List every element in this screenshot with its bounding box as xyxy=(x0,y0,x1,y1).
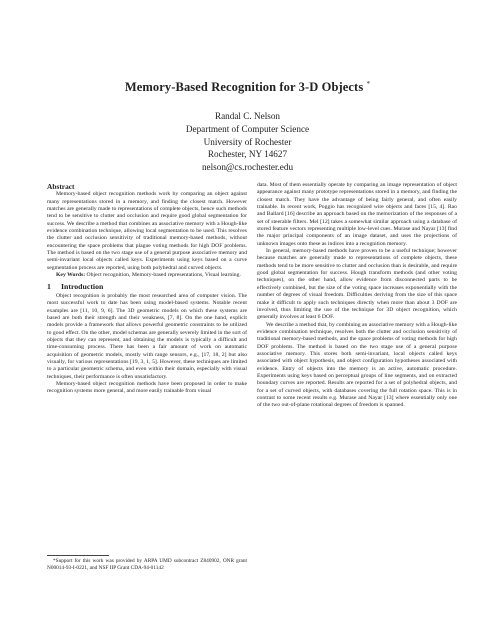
author-name: Randal C. Nelson xyxy=(214,111,281,121)
paper-title xyxy=(0,80,495,95)
intro-paragraph-5: We describe a method that, by combining an associative memory with a Hough-like evidence combination technique, resolves both the clutter and occlusion sensitivity of traditional memory-based methods, and the space problems of voting methods for high DOF problems. The method is based on the two stage use of a general purpose associative memory. This stores both semi-invariant, local objects called keys associated with object hypothesis, and object configuration hypotheses associated with evidence. Entry of objects into the memory is an active, automatic procedure. Experiments using keys based on perceptual groups of line segments, and on extracted boundary curves are reported. Results are reported for a set of polyhedral objects, and for a set of curved objects, with databases covering the full rotation space. This is in contrast to some recent results e.g. Murase and Nayar [13] where essentially only one of the two out-of-plane rotational degrees of freedom is spanned. xyxy=(257,321,457,409)
intro-paragraph-1: Object recognition is probably the most researched area of computer vision. The most successful work to date has been using model-based systems. Notable recent examples are [11, 10, 9, 6]. The 3D geometric models on which these systems are based are both their strength and their weakness, [7, 8]. On the one hand, explicit models provide a framework that allows powerful geometric constraints to be utilized to good effect. On the other, model schemas are generally severely limited in the sort of objects that they can represent, and obtaining the models is typically a difficult and time-consuming process. There has been a fair amount of work on automatic acquisition of geometric models, mostly with range sensors, e.g., [17, 18, 2] but also visually, for various representations [19, 3, 1, 5]. However, these techniques are limited to a particular geometric schema, and even within their domain, especially with visual techniques, their performance is often unsatisfactory. xyxy=(47,292,247,380)
title-footnote-mark: * xyxy=(366,80,371,88)
footnote-rule xyxy=(47,555,109,556)
author-department: Department of Computer Science xyxy=(185,123,310,134)
section-number: 1 xyxy=(47,282,51,292)
author-block xyxy=(0,110,495,174)
intro-paragraph-3: data. Most of them essentially operate by comparing an image representation of object appearance against many prototype representations stored in a memory, and finding the closest match. They have the advantage of being fairly general, and often easily trainable. In recent work, Poggio has recognized wire objects and faces [15, 4]. Rao and Ballard [16] describe an approach based on the memorization of the responses of a set of steerable filters. Mel [12] takes a somewhat similar approach using a database of stored feature vectors representing multiple low-level cues. Murase and Nayar [13] find the major principal components of an image dataset, and uses the projections of unknown images onto these as indices into a recognition memory. xyxy=(257,182,457,247)
author-city: Rochester, NY 14627 xyxy=(207,149,288,160)
keywords-text: Object recognition, Memory-based representations, Visual learning. xyxy=(86,272,241,279)
footnote-text: *Support for this work was provided by ARPA UMD subcontract Z840902, ONR grant N00014-93-I-0221, and NSF IIP Grant CDA-94-01142 xyxy=(47,558,247,571)
left-column xyxy=(47,183,247,396)
abstract-heading: Abstract xyxy=(47,182,75,191)
section-title: Introduction xyxy=(61,282,104,292)
author-email: nelson@cs.rochester.edu xyxy=(201,162,294,173)
paper-title-text: Memory-Based Recognition for 3-D Objects xyxy=(124,80,364,95)
right-column xyxy=(257,182,457,410)
intro-paragraph-2: Memory-based object recognition methods have been proposed in order to make recognition systems more general, and more easily trainable from visual xyxy=(47,380,247,395)
abstract-text: Memory-based object recognition methods work by comparing an object against many representations stored in a memory, and finding the closest match. However matches are generally made to representations of complete objects, hence such methods tend to be sensitive to clutter and occlusion and require good global segmentation for success. We describe a method that combines an associative memory with a Hough-like evidence combination technique, allowing local segmentation to be used. This resolves the clutter and occlusion sensitivity of traditional memory-based methods, without encountering the space problems that plague voting methods for high DOF problems. The method is based on the two stage use of a general purpose associative memory and semi-invariant local objects called keys. Experiments using keys based on a curve segmentation process are reported, using both polyhedral and curved objects. xyxy=(47,191,247,271)
keywords xyxy=(47,272,247,279)
author-university: University of Rochester xyxy=(203,136,292,147)
footnote xyxy=(47,558,247,572)
keywords-label: Key Words: xyxy=(56,272,86,279)
intro-paragraph-4: In general, memory-based methods have proven to be a useful technique; however because matches are generally made to representations of complete objects, these methods tend to be more sensitive to clutter and occlusion than is desirable, and require good global segmentation for success. Hough transform methods (and other voting techniques), on the other hand, allow evidence from disconnected parts to be effectively combined, but the size of the voting space increases exponentially with the number of degrees of visual freedom. Difficulties deriving from the size of this space make it difficult to apply such techniques directly when more than about 3 DOF are involved, thus limiting the use of the technique for 3D object recognition, which generally involves at least 6 DOF. xyxy=(257,248,457,321)
section-heading-introduction xyxy=(47,283,247,290)
